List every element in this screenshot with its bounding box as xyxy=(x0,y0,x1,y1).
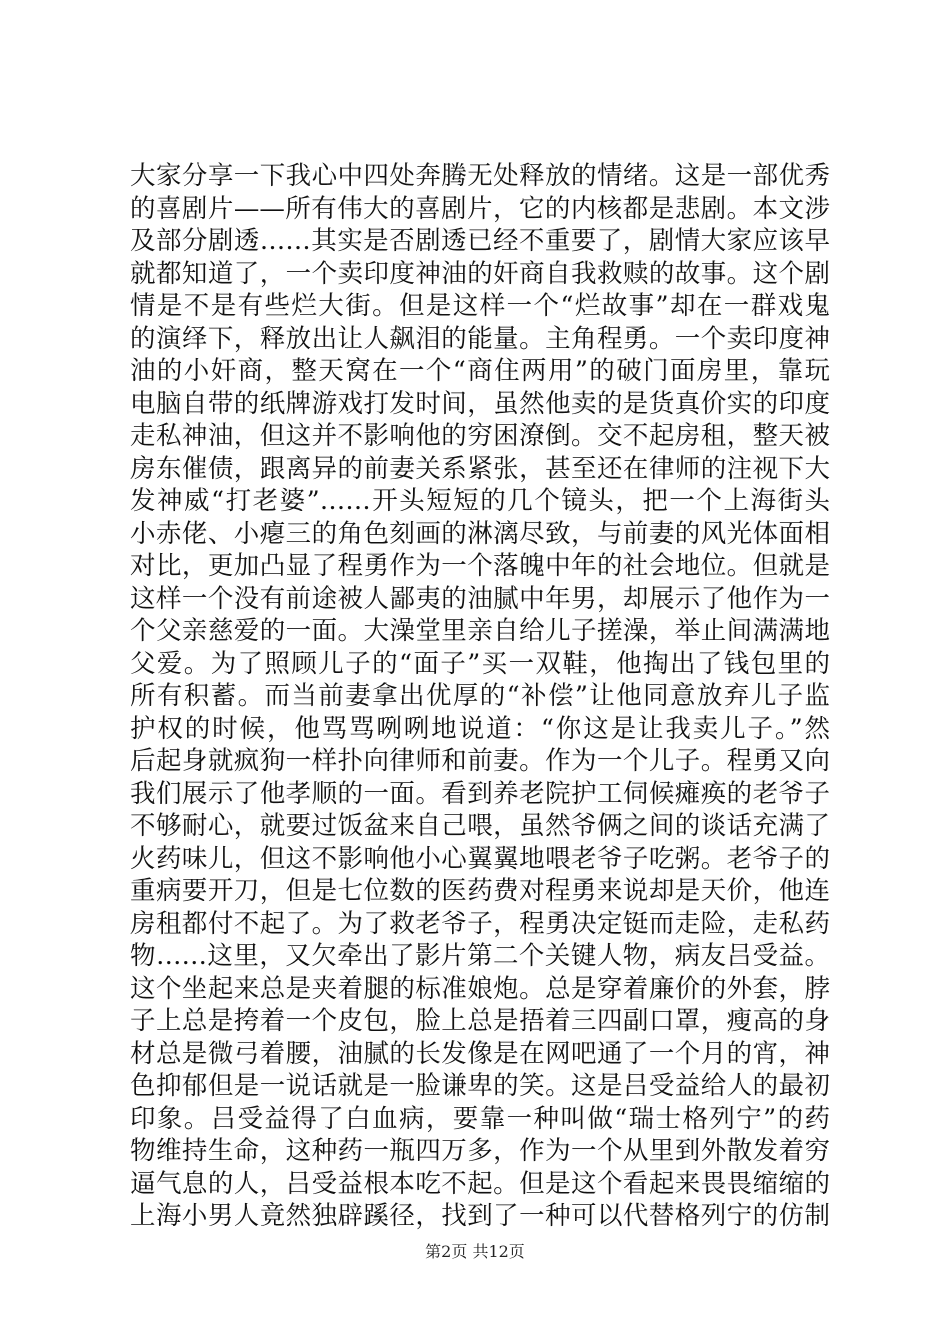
page-number-footer: 第2页 共12页 xyxy=(425,1242,525,1261)
text-line: 房东催债，跟离异的前妻关系紧张，甚至还在律师的注视下大 xyxy=(130,453,830,484)
text-line: 油的小奸商，整天窝在一个“商住两用”的破门面房里，靠玩 xyxy=(130,356,830,386)
text-line: 不够耐心，就要过饭盆来自己喂，虽然爷俩之间的谈话充满了 xyxy=(130,811,830,841)
text-line: 走私神油，但这并不影响他的穷困潦倒。交不起房租，整天被 xyxy=(130,421,830,451)
text-line: 重病要开刀，但是七位数的医药费对程勇来说却是天价，他连 xyxy=(130,876,830,906)
text-line: 对比，更加凸显了程勇作为一个落魄中年的社会地位。但就是 xyxy=(130,551,830,581)
text-line: 材总是微弓着腰，油腻的长发像是在网吧通了一个月的宵，神 xyxy=(130,1038,830,1069)
text-line: 物……这里，又欠牵出了影片第二个关键人物，病友吕受益。 xyxy=(130,941,830,971)
text-line: 就都知道了，一个卖印度神油的奸商自我救赎的故事。这个剧 xyxy=(130,258,830,289)
text-line: 逼气息的人，吕受益根本吃不起。但是这个看起来畏畏缩缩的 xyxy=(130,1168,830,1199)
text-line: 大家分享一下我心中四处奔腾无处释放的情绪。这是一部优秀 xyxy=(130,161,830,191)
text-line: 这个坐起来总是夹着腿的标准娘炮。总是穿着廉价的外套，脖 xyxy=(130,973,830,1004)
text-line: 所有积蓄。而当前妻拿出优厚的“补偿”让他同意放弃儿子监 xyxy=(130,681,830,711)
text-line: 房租都付不起了。为了救老爷子，程勇决定铤而走险，走私药 xyxy=(130,908,830,939)
text-line: 护权的时候，他骂骂咧咧地说道：“你这是让我卖儿子。”然 xyxy=(130,713,830,744)
text-line: 电脑自带的纸牌游戏打发时间，虽然他卖的是货真价实的印度 xyxy=(130,388,830,419)
text-line: 小赤佬、小瘪三的角色刻画的淋漓尽致，与前妻的风光体面相 xyxy=(130,518,830,549)
text-line: 火药味儿，但这不影响他小心翼翼地喂老爷子吃粥。老爷子的 xyxy=(130,843,830,874)
text-line: 后起身就疯狗一样扑向律师和前妻。作为一个儿子。程勇又向 xyxy=(130,746,830,776)
text-line: 个父亲慈爱的一面。大澡堂里亲自给儿子搓澡，举止间满满地 xyxy=(130,616,830,646)
text-line: 上海小男人竟然独辟蹊径，找到了一种可以代替格列宁的仿制 xyxy=(130,1201,830,1231)
text-line: 印象。吕受益得了白血病，要靠一种叫做“瑞士格列宁”的药 xyxy=(130,1103,830,1134)
text-line: 我们展示了他孝顺的一面。看到养老院护工伺候瘫痪的老爷子 xyxy=(130,778,830,809)
text-line: 的喜剧片——所有伟大的喜剧片，它的内核都是悲剧。本文涉 xyxy=(130,193,830,224)
text-line: 父爱。为了照顾儿子的“面子”买一双鞋，他掏出了钱包里的 xyxy=(130,648,830,679)
text-line: 的演绎下，释放出让人飙泪的能量。主角程勇。一个卖印度神 xyxy=(130,323,830,354)
text-line: 物维持生命，这种药一瓶四万多，作为一个从里到外散发着穷 xyxy=(130,1136,830,1166)
text-line: 发神威“打老婆”……开头短短的几个镜头，把一个上海街头 xyxy=(130,486,830,516)
text-line: 情是不是有些烂大街。但是这样一个“烂故事”却在一群戏鬼 xyxy=(130,291,830,321)
text-line: 这样一个没有前途被人鄙夷的油腻中年男，却展示了他作为一 xyxy=(130,583,830,614)
text-line: 子上总是挎着一个皮包，脸上总是捂着三四副口罩，瘦高的身 xyxy=(130,1006,830,1036)
text-line: 色抑郁但是一说话就是一脸谦卑的笑。这是吕受益给人的最初 xyxy=(130,1071,830,1101)
text-line: 及部分剧透……其实是否剧透已经不重要了，剧情大家应该早 xyxy=(130,226,830,256)
body-text xyxy=(130,160,830,1233)
